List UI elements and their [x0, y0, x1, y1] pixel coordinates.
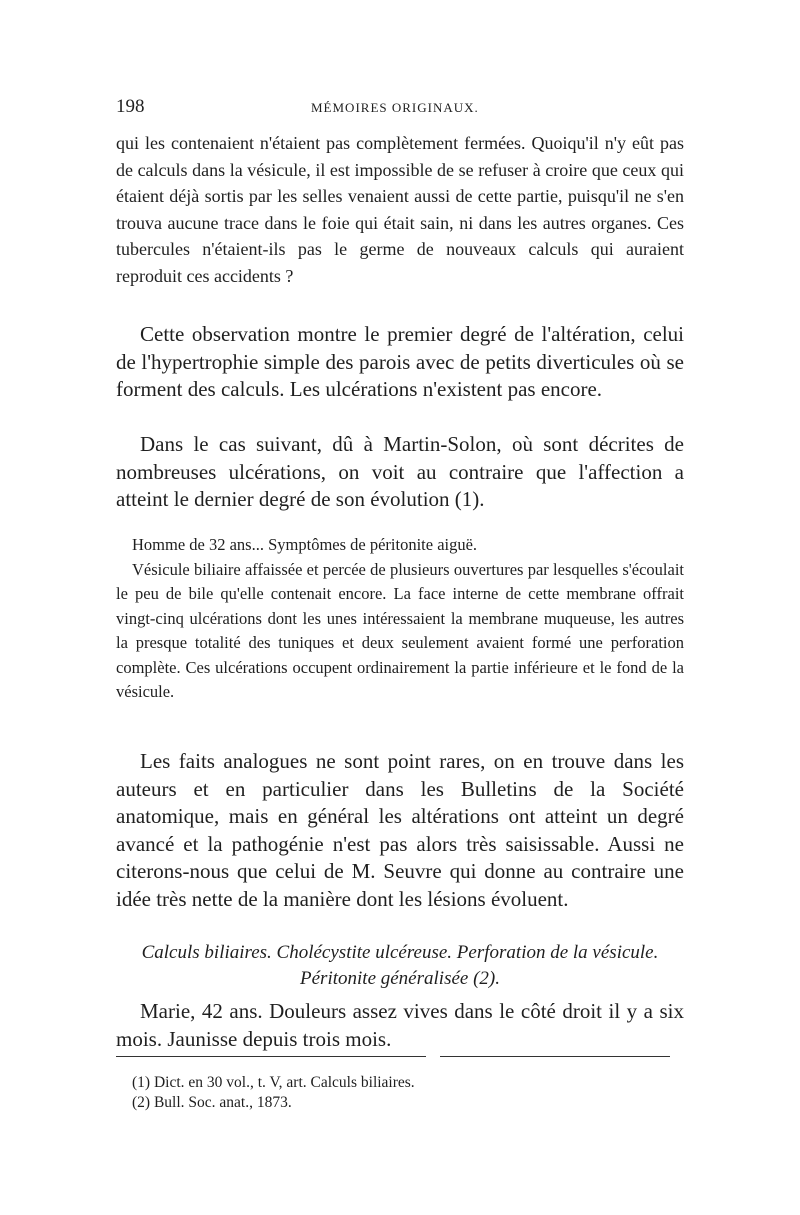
paragraph-analogous: Les faits analogues ne sont point rares, on en trouve dans les auteurs et en particulier dans les Bulletins de la Société anatomique, mais en général les altérations ont atteint un degré avancé et la pathogénie n'est pas alors très saisissable. Aussi ne citerons-nous que celui de M. Seuvre qui donne au contraire une idée très nette de la manière dont les lésions évoluent.	[116, 749, 684, 911]
footnotes	[116, 1073, 684, 1113]
observation-title	[116, 940, 684, 992]
footnote-1: (1) Dict. en 30 vol., t. V, art. Calculs biliaires.	[132, 1074, 415, 1091]
footnote-divider-right	[440, 1056, 670, 1057]
paragraph-marie: Marie, 42 ans. Douleurs assez vives dans le côté droit il y a six mois. Jaunisse depuis trois mois.	[116, 999, 684, 1051]
observation-title-line2: Péritonite généralisée (2).	[300, 968, 500, 989]
paragraph-next-case: Dans le cas suivant, dû à Martin-Solon, où sont décrites de nombreuses ulcérations, on voit au contraire que l'affection a atteint le dernier degré de son évolution (1).	[116, 432, 684, 511]
observation-title-line1: Calculs biliaires. Cholécystite ulcéreuse. Perforation de la vésicule.	[141, 942, 659, 963]
case-description: Vésicule biliaire affaissée et percée de plusieurs ouvertures par lesquelles s'écoulait le peu de bile qu'elle contenait encore. La face interne de cette membrane offrait vingt-cinq ulcérations dont les unes intéressaient la membrane muqueuse, les autres la presque totalité des tuniques et deux seulement avaient formé une perforation complète. Ces ulcérations occupent ordinairement la partie inférieure et le fond de la vésicule.	[116, 560, 684, 702]
page-number: 198	[116, 96, 145, 117]
running-head: MÉMOIRES ORIGINAUX.	[311, 100, 479, 115]
page-header	[116, 96, 684, 120]
footnote-divider	[116, 1056, 426, 1057]
paragraph-intro: qui les contenaient n'étaient pas complètement fermées. Quoiqu'il n'y eût pas de calculs dans la vésicule, il est impossible de se refuser à croire que ceux qui étaient déjà sortis par les selles venaient aussi de cette partie, puisqu'il ne s'en trouva aucune trace dans le foie qui était sain, ni dans les autres organes. Ces tubercules n'étaient-ils pas le germe de nouveaux calculs qui auraient reproduit ces accidents ?	[116, 133, 684, 286]
case-heading: Homme de 32 ans... Symptômes de péritonite aiguë.	[132, 535, 478, 554]
paragraph-observation: Cette observation montre le premier degré de l'altération, celui de l'hypertrophie simple des parois avec de petits diverticules où se forment des calculs. Les ulcérations n'existent pas encore.	[116, 322, 684, 401]
footnote-2: (2) Bull. Soc. anat., 1873.	[132, 1094, 292, 1111]
